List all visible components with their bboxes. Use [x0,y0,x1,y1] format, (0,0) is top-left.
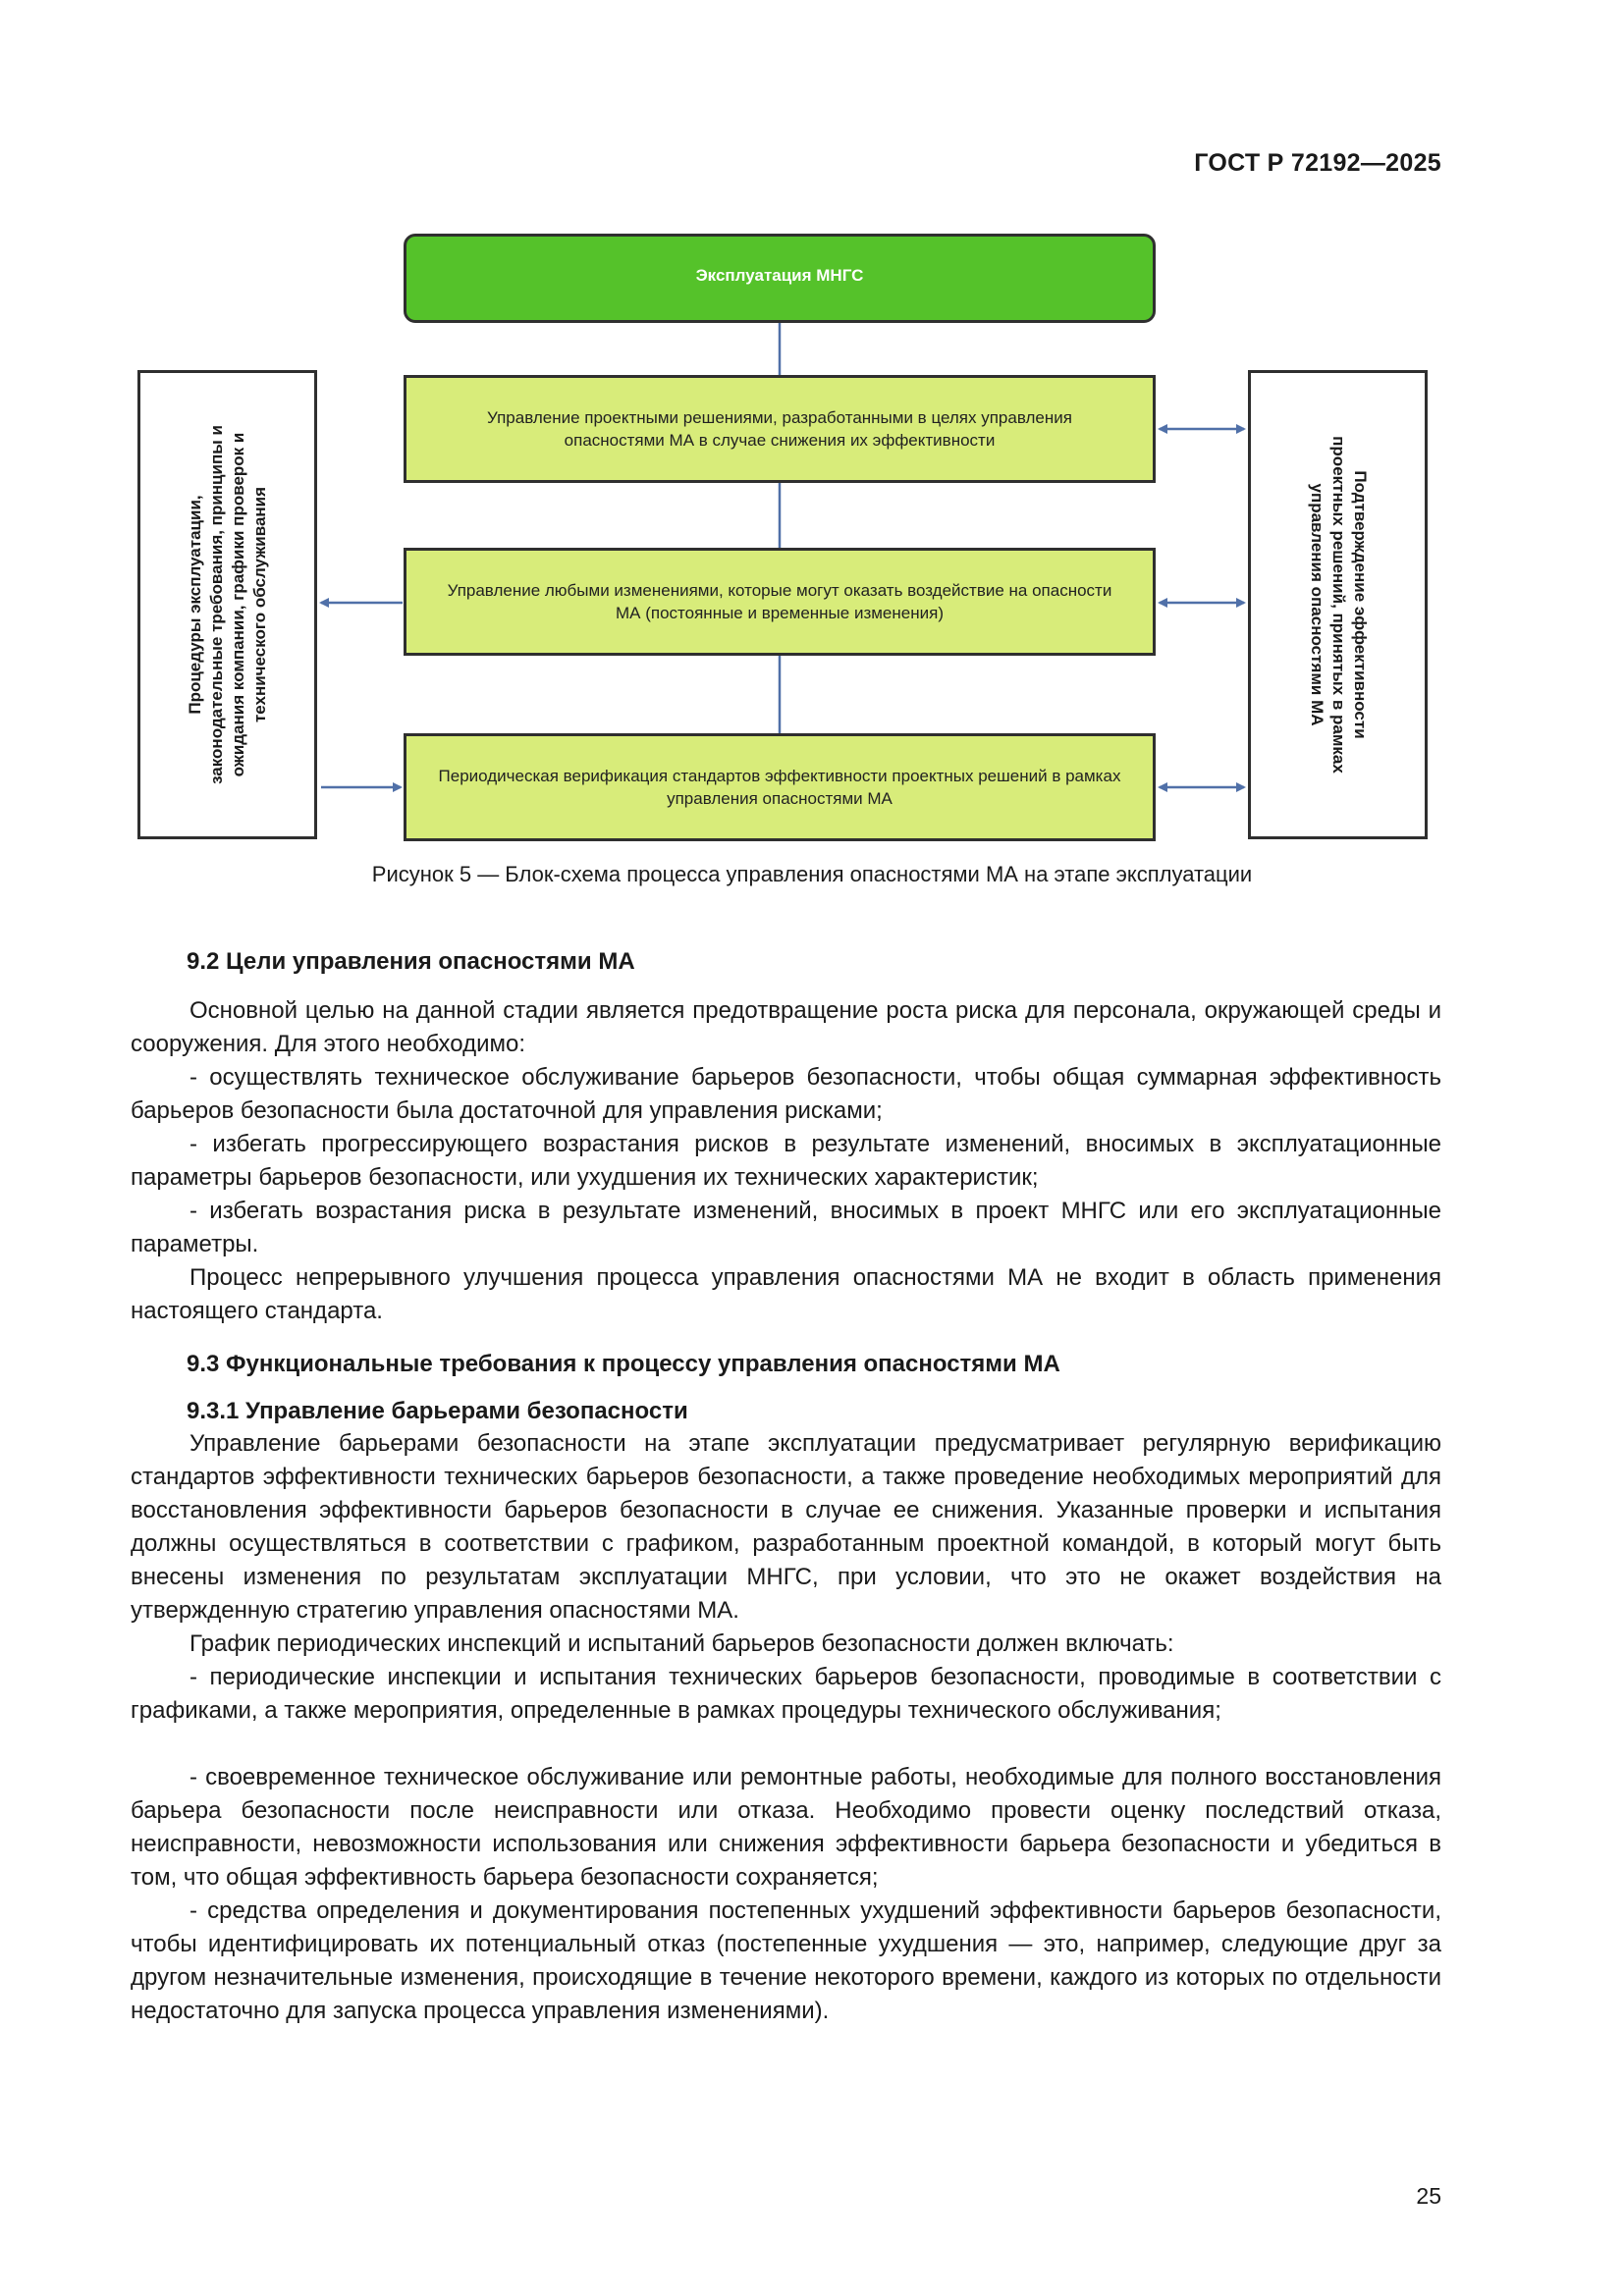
design-management-box: Управление проектными решениями, разработанными в целях управления опасностями МА в случае снижения их эффективности [404,375,1156,483]
paragraph: Процесс непрерывного улучшения процесса управления опасностями МА не входит в область применения настоящего стандарта. [131,1264,1441,1324]
paragraph: Управление барьерами безопасности на этапе эксплуатации предусматривает регулярную верификацию стандартов эффективности технических барьеров безопасности, а также проведение необходимых мероприятий для восстановления эффективности барьеров безопасности в случае ее снижения. Указанные проверки и испытания должны осуществляться в соответствии с графиком, разработанным проектной командой, в который могут быть внесены изменения по результатам эксплуатации МНГС, при условии, что это не окажет воздействия на утвержденную стратегию управления опасностями МА. [131,1430,1441,1624]
paragraph: Основной целью на данной стадии является предотвращение роста риска для персонала, окружающей среды и сооружения. Для этого необходимо: [131,997,1441,1057]
confirmation-side-box [1248,370,1428,839]
list-item: - своевременное техническое обслуживание или ремонтные работы, необходимые для полного восстановления барьера безопасности после неисправности или отказа. Необходимо провести оценку последствий отказа, неисправности, невозможности использования или снижения эффективности барьера безопасности и убедиться в том, что общая эффективность барьера безопасности сохраняется; [131,1764,1441,1891]
paragraph: График периодических инспекций и испытаний барьеров безопасности должен включать: [189,1630,1174,1657]
confirmation-side-text: Подтверждение эффективности проектных решений, принятых в рамках управления опасностями МА [1307,436,1370,774]
list-item: - избегать прогрессирующего возрастания рисков в результате изменений, вносимых в эксплуатационные параметры барьеров безопасности, или ухудшения их технических характеристик; [131,1131,1441,1191]
list-item: - средства определения и документирования постепенных ухудшений эффективности барьеров безопасности, чтобы идентифицировать их потенциальный отказ (постепенные ухудшения — это, например, следующие друг за другом незначительные изменения, происходящие в течение некоторого времени, каждого из которых по отдельности недостаточно для запуска процесса управления изменениями). [131,1897,1441,2024]
list-item: - осуществлять техническое обслуживание барьеров безопасности, чтобы общая суммарная эффективность барьеров безопасности была достаточной для управления рисками; [131,1064,1441,1124]
list-item: - избегать возрастания риска в результате изменений, вносимых в проект МНГС или его эксплуатационные параметры. [131,1198,1441,1257]
figure-caption: Рисунок 5 — Блок-схема процесса управления опасностями МА на этапе эксплуатации [371,862,1253,886]
operation-box: Эксплуатация МНГС [404,234,1156,323]
document-header: ГОСТ Р 72192—2025 [1194,149,1441,177]
procedures-side-box [137,370,317,839]
section-9-3-1-title: 9.3.1 Управление барьерами безопасности [187,1398,688,1424]
section-9-2-title: 9.2 Цели управления опасностями МА [187,948,635,975]
list-item: - периодические инспекции и испытания технических барьеров безопасности, проводимые в соответствии с графиками, а также мероприятия, определенные в рамках процедуры технического обслуживания; [131,1664,1441,1724]
flowchart [0,0,1624,883]
procedures-side-text: Процедуры эксплуатации, законодательные требования, принципы и ожидания компании, графики проверок и технического обслуживания [185,425,269,784]
change-management-box: Управление любыми изменениями, которые могут оказать воздействие на опасности МА (постоянные и временные изменения) [404,548,1156,656]
verification-box: Периодическая верификация стандартов эффективности проектных решений в рамках управления опасностями МА [404,733,1156,841]
page-number: 25 [1416,2183,1441,2209]
section-9-3-title: 9.3 Функциональные требования к процессу управления опасностями МА [187,1351,1060,1377]
